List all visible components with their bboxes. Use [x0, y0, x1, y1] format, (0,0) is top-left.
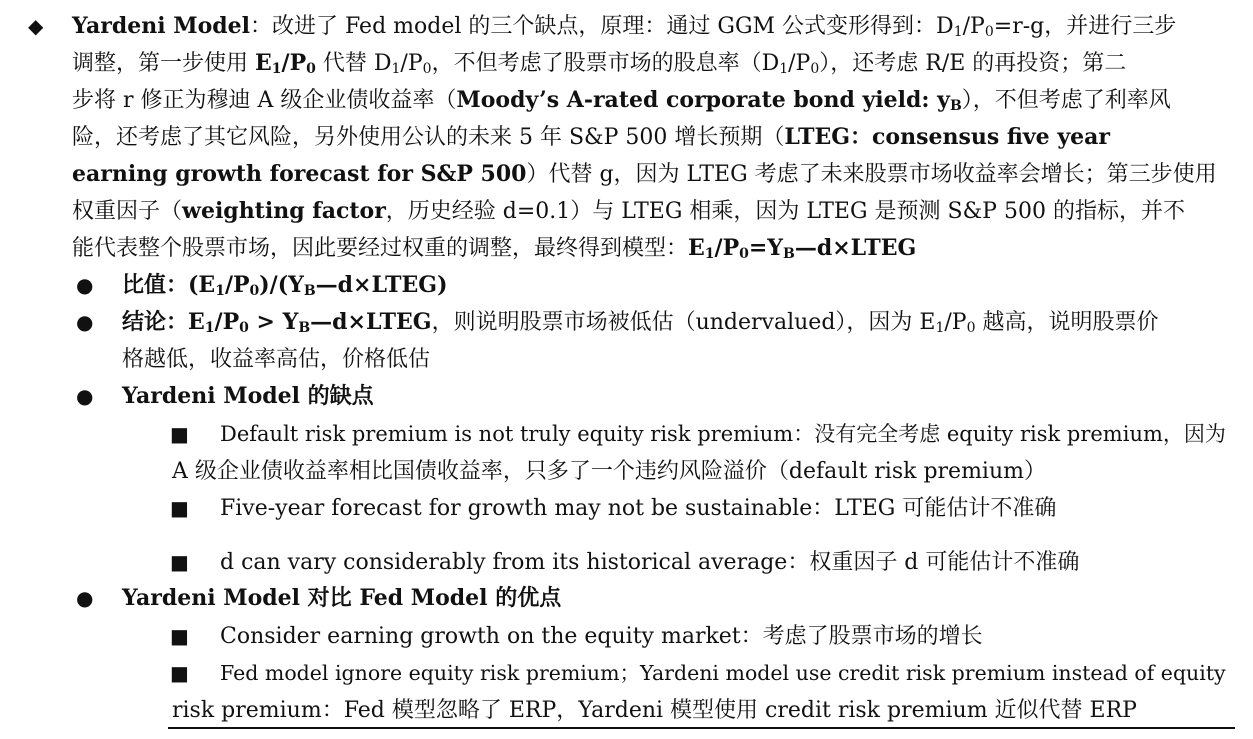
- sub-item-d-vary: d can vary considerably from its historical average：权重因子 d 可能估计不准确: [220, 550, 1080, 575]
- bullet-icon: ●: [76, 586, 94, 610]
- para-line-5: earning growth forecast for S&P 500）代替 g，因为 LTEG 考虑了未来股票市场收益率会增长；第三步使用: [72, 161, 1217, 187]
- sub-item-default-risk-cont: A 级企业债收益率相比国债收益率，只多了一个违约风险溢价（default risk premium）: [172, 459, 1046, 484]
- sub-item-fed-ignore: Fed model ignore equity risk premium；Yardeni model use credit risk premium instead of equity: [220, 661, 1226, 685]
- diamond-bullet-icon: ◆: [28, 14, 44, 38]
- bullet-icon: ●: [76, 273, 94, 297]
- sub-item-default-risk: Default risk premium is not truly equity risk premium：没有完全考虑 equity risk premium，因为: [220, 422, 1226, 446]
- sub-item-earning-growth: Consider earning growth on the equity market：考虑了股票市场的增长: [220, 624, 983, 649]
- bullet-conclusion-cont: 格越低，收益率高估，价格低估: [122, 347, 431, 372]
- square-bullet-icon: ■: [170, 422, 189, 446]
- para-line-1: Yardeni Model：改进了 Fed model 的三个缺点，原理：通过 GGM 公式变形得到：$D_1/P_0=r-g$，并进行三步: [72, 13, 1177, 40]
- para-line-2: 调整，第一步使用 $E_1/P_0$ 代替 $D_1/P_0$，不但考虑了股票市场的股息率$(D_1/P_0)$，还考虑 R/E 的再投资；第二: [72, 50, 1127, 77]
- bullet-icon: ●: [76, 384, 94, 408]
- para-line-7: 能代表整个股票市场，因此要经过权重的调整，最终得到模型：$E_1/P_0=Y_B—d\times LTEG$: [72, 235, 917, 262]
- sub-item-fed-ignore-cont: risk premium：Fed 模型忽略了 ERP，Yardeni 模型使用 credit risk premium 近似代替 ERP: [172, 698, 1137, 723]
- square-bullet-icon: ■: [170, 624, 189, 648]
- para-line-3: 步将 r 修正为穆迪 A 级企业债收益率（Moody’s A-rated corporate bond yield: $y_B$），不但考虑了利率风: [72, 87, 1171, 114]
- bullet-ratio: 比值：$(E_1/P_0)/(Y_B—d\times LTEG)$: [122, 272, 448, 299]
- square-bullet-icon: ■: [170, 550, 189, 574]
- square-bullet-icon: ■: [170, 496, 189, 520]
- bullet-conclusion: 结论：$E_1/P_0$ > $Y_B—d\times LTEG$，则说明股票市场被低估（undervalued），因为 $E_1/P_0$ 越高，说明股票价: [122, 309, 1159, 336]
- para-line-4: 险，还考虑了其它风险，另外使用公认的未来 5 年 S&P 500 增长预期（LTEG：consensus five year: [72, 124, 1110, 150]
- sub-item-forecast: Five-year forecast for growth may not be sustainable：LTEG 可能估计不准确: [220, 496, 1057, 521]
- square-bullet-icon: ■: [170, 661, 189, 685]
- bottom-rule: [168, 727, 1235, 729]
- bullet-icon: ●: [76, 310, 94, 334]
- bullet-drawbacks-title: Yardeni Model 的缺点: [122, 383, 374, 409]
- para-line-6: 权重因子（weighting factor，历史经验 d=0.1）与 LTEG 相乘，因为 LTEG 是预测 S&P 500 的指标，并不: [72, 198, 1185, 224]
- bullet-advantages-title: Yardeni Model 对比 Fed Model 的优点: [122, 585, 562, 611]
